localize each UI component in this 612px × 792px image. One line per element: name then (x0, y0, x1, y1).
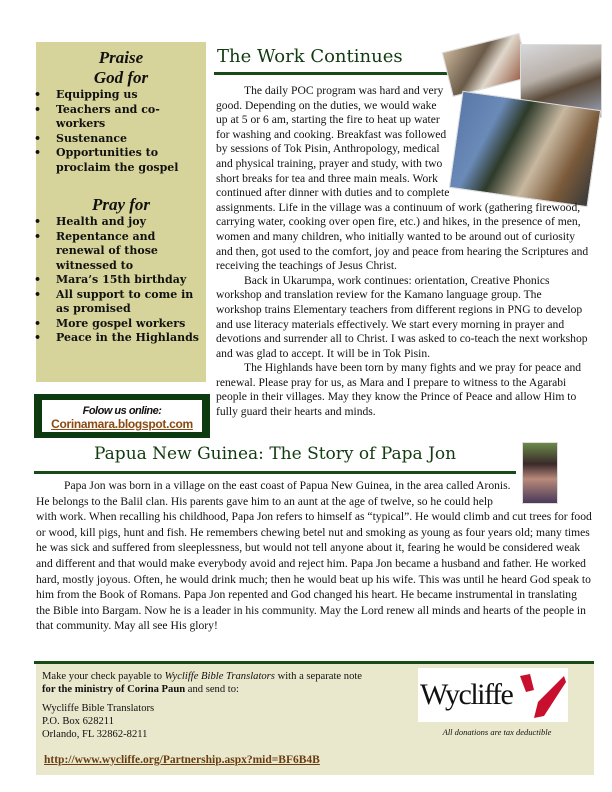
list-item: • Repentance and renewal of those witnessed to (36, 230, 206, 274)
donation-footer (36, 664, 594, 775)
follow-label: Folow us online: (82, 405, 162, 417)
donation-instructions: Make your check payable to Wycliffe Bible Translators with a separate note for the ministry of Corina Paun and send to: Wycliffe Bible Translators P.O. Box 628211 Orlando, FL 32862-8211 (42, 670, 372, 741)
pray-list (36, 215, 206, 346)
wycliffe-logo: Wycliffe (418, 668, 568, 722)
article-body (216, 84, 590, 420)
list-item: • More gospel workers (36, 317, 206, 332)
article-paragraph: The daily POC program was hard and very good. Depending on the duties, we would wake up at 5 or 6 am, starting the fire to heat up water for washing and cooking. Breakfast was followed by sessions of Tok Pisin, Anthropology, medical and physical training, prayer and study, with two short breaks for tea and three main meals. Work continued after dinner with duties and to complete assignments. Life in the village was a continuum of work (gathering firewood, carrying water, cooking over open fire, etc.) and hikes, in the presence of men, women and many children, who initially wanted to be around out of curiosity and then, got used to the comfort, joy and peace from hearing the Scriptures and receiving the teachings of Jesus Christ. (216, 84, 589, 273)
tax-note: All donations are tax deductible (442, 727, 552, 737)
list-item: • Equipping us (36, 88, 206, 103)
partnership-link[interactable]: http://www.wycliffe.org/Partnership.aspx?mid=BF6B4B (44, 754, 320, 766)
mailing-address: Wycliffe Bible Translators P.O. Box 628211 Orlando, FL 32862-8211 (42, 703, 155, 740)
list-item: • Opportunities to proclaim the gospel (36, 146, 206, 175)
story-title: Papua New Guinea: The Story of Papa Jon (94, 444, 457, 464)
praise-list (36, 88, 206, 175)
title-rule (214, 72, 454, 75)
story-body (36, 478, 592, 634)
follow-us-box (34, 394, 210, 438)
article-paragraph: The Highlands have been torn by many fights and we pray for peace and renewal. Please pray for us, as Mara and I prepare to witness to the Agarabi people in their villages. May they know the Prince of Peace and allow Him to fully guard their hearts and minds. (216, 361, 582, 419)
prayer-sidebar (36, 42, 206, 382)
list-item: • Teachers and co-workers (36, 103, 206, 132)
list-item: • Sustenance (36, 132, 206, 147)
list-item: • Peace in the Highlands (36, 331, 206, 346)
article-paragraph: Back in Ukarumpa, work continues: orientation, Creative Phonics workshop and translation review for the Kamano language group. The workshop trains Elementary teachers from different regions in PNG to develop and use literacy materials effectively. We start every morning in prayer and devotions and surrender all to Christ. I was asked to co-teach the next workshop and was glad to accept. It will be in Tok Pisin. (216, 273, 588, 360)
pray-heading: Pray for (91, 195, 151, 214)
article-title: The Work Continues (217, 46, 403, 67)
blog-link[interactable]: Corinamara.blogspot.com (51, 417, 193, 431)
list-item: • Health and joy (36, 215, 206, 230)
praise-heading: Praise God for (93, 48, 149, 87)
wycliffe-mark-icon (514, 672, 568, 720)
list-item: • All support to come in as promised (36, 288, 206, 317)
list-item: • Mara’s 15th birthday (36, 273, 206, 288)
story-paragraph: Papa Jon was born in a village on the east coast of Papua New Guinea, in the area called Aronis. He belongs to the Balil clan. His parents gave him to an aunt at the age of twelve, so he could help with work. When recalling his childhood, Papa Jon refers to himself as “typical”. He would climb and cut trees for food or wood, kill pigs, hunt and fish. He remembers chewing betel nut and smoking as young as four years old; many times he was sick and suffered from sleeplessness, but would not tell anyone about it, fearing he would be considered weak and different and that would make everybody avoid and reject him. Papa Jon became a husband and father. He worked hard, mostly joyous. Often, he would drink much; then he would beat up his wife. This was until he heard God speak to him from the Book of Romans. Papa Jon repented and God changed his heart. He became instrumental in translating the Bible into Bargam. Now he is a leader in his community. May the Lord renew all minds and hearts of the people in that community. May all see His glory! (36, 479, 592, 633)
story-title-rule (34, 471, 516, 474)
